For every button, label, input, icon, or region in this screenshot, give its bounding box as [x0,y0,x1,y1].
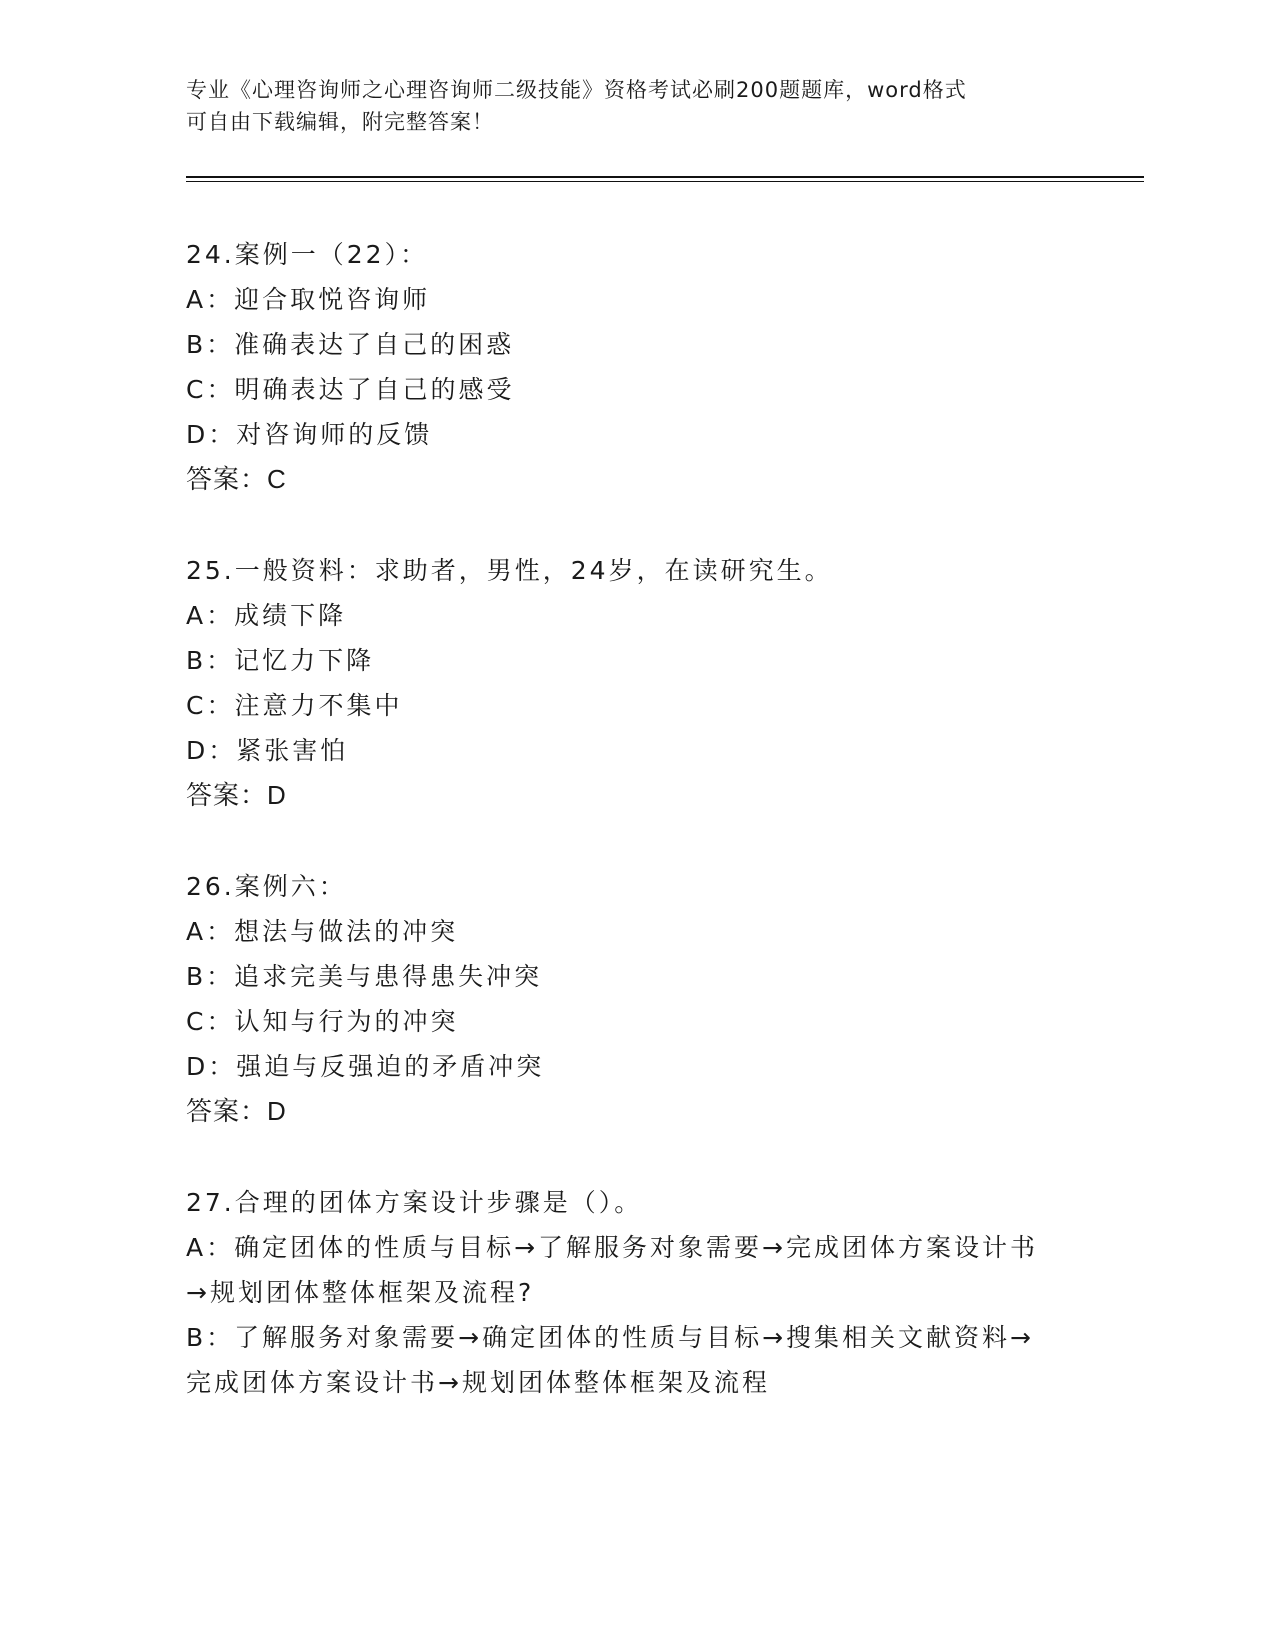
option-a-line-2: →规划团体整体框架及流程? [186,1278,535,1307]
answer-line: 答案：D [186,1096,287,1126]
option-b-line-2: 完成团体方案设计书→规划团体整体框架及流程 [186,1368,770,1397]
option-b-line-1: B：了解服务对象需要→确定团体的性质与目标→搜集相关文献资料→ [186,1323,1034,1352]
header-divider-thin [186,181,1144,182]
option-c: C：明确表达了自己的感受 [186,375,515,404]
option-d: D：对咨询师的反馈 [186,420,433,449]
question-stem: 26.案例六： [186,872,347,901]
question-stem: 24.案例一（22）： [186,240,429,269]
header-title-line-2: 可自由下载编辑，附完整答案！ [186,110,494,134]
option-c: C：认知与行为的冲突 [186,1007,459,1036]
option-a: A：想法与做法的冲突 [186,917,459,946]
option-b: B：记忆力下降 [186,646,375,675]
option-d: D：紧张害怕 [186,736,349,765]
option-a-line-1: A：确定团体的性质与目标→了解服务对象需要→完成团体方案设计书 [186,1233,1038,1262]
option-c: C：注意力不集中 [186,691,403,720]
answer-line: 答案：C [186,464,287,494]
option-d: D：强迫与反强迫的矛盾冲突 [186,1052,545,1081]
answer-line: 答案：D [186,780,287,810]
question-list [186,232,1086,1451]
question-stem: 25.一般资料：求助者，男性，24岁，在读研究生。 [186,556,833,585]
question-25 [186,548,1086,818]
option-a: A：迎合取悦咨询师 [186,285,431,314]
header-title-line-1: 专业《心理咨询师之心理咨询师二级技能》资格考试必刷200题题库，word格式 [186,78,967,102]
option-b: B：追求完美与患得患失冲突 [186,962,543,991]
option-a: A：成绩下降 [186,601,347,630]
header-divider-thick [186,176,1144,178]
option-b: B：准确表达了自己的困惑 [186,330,515,359]
question-27 [186,1180,1086,1405]
question-stem: 27.合理的团体方案设计步骤是（）。 [186,1188,643,1217]
question-24 [186,232,1086,502]
document-header [186,74,1086,138]
question-26 [186,864,1086,1134]
